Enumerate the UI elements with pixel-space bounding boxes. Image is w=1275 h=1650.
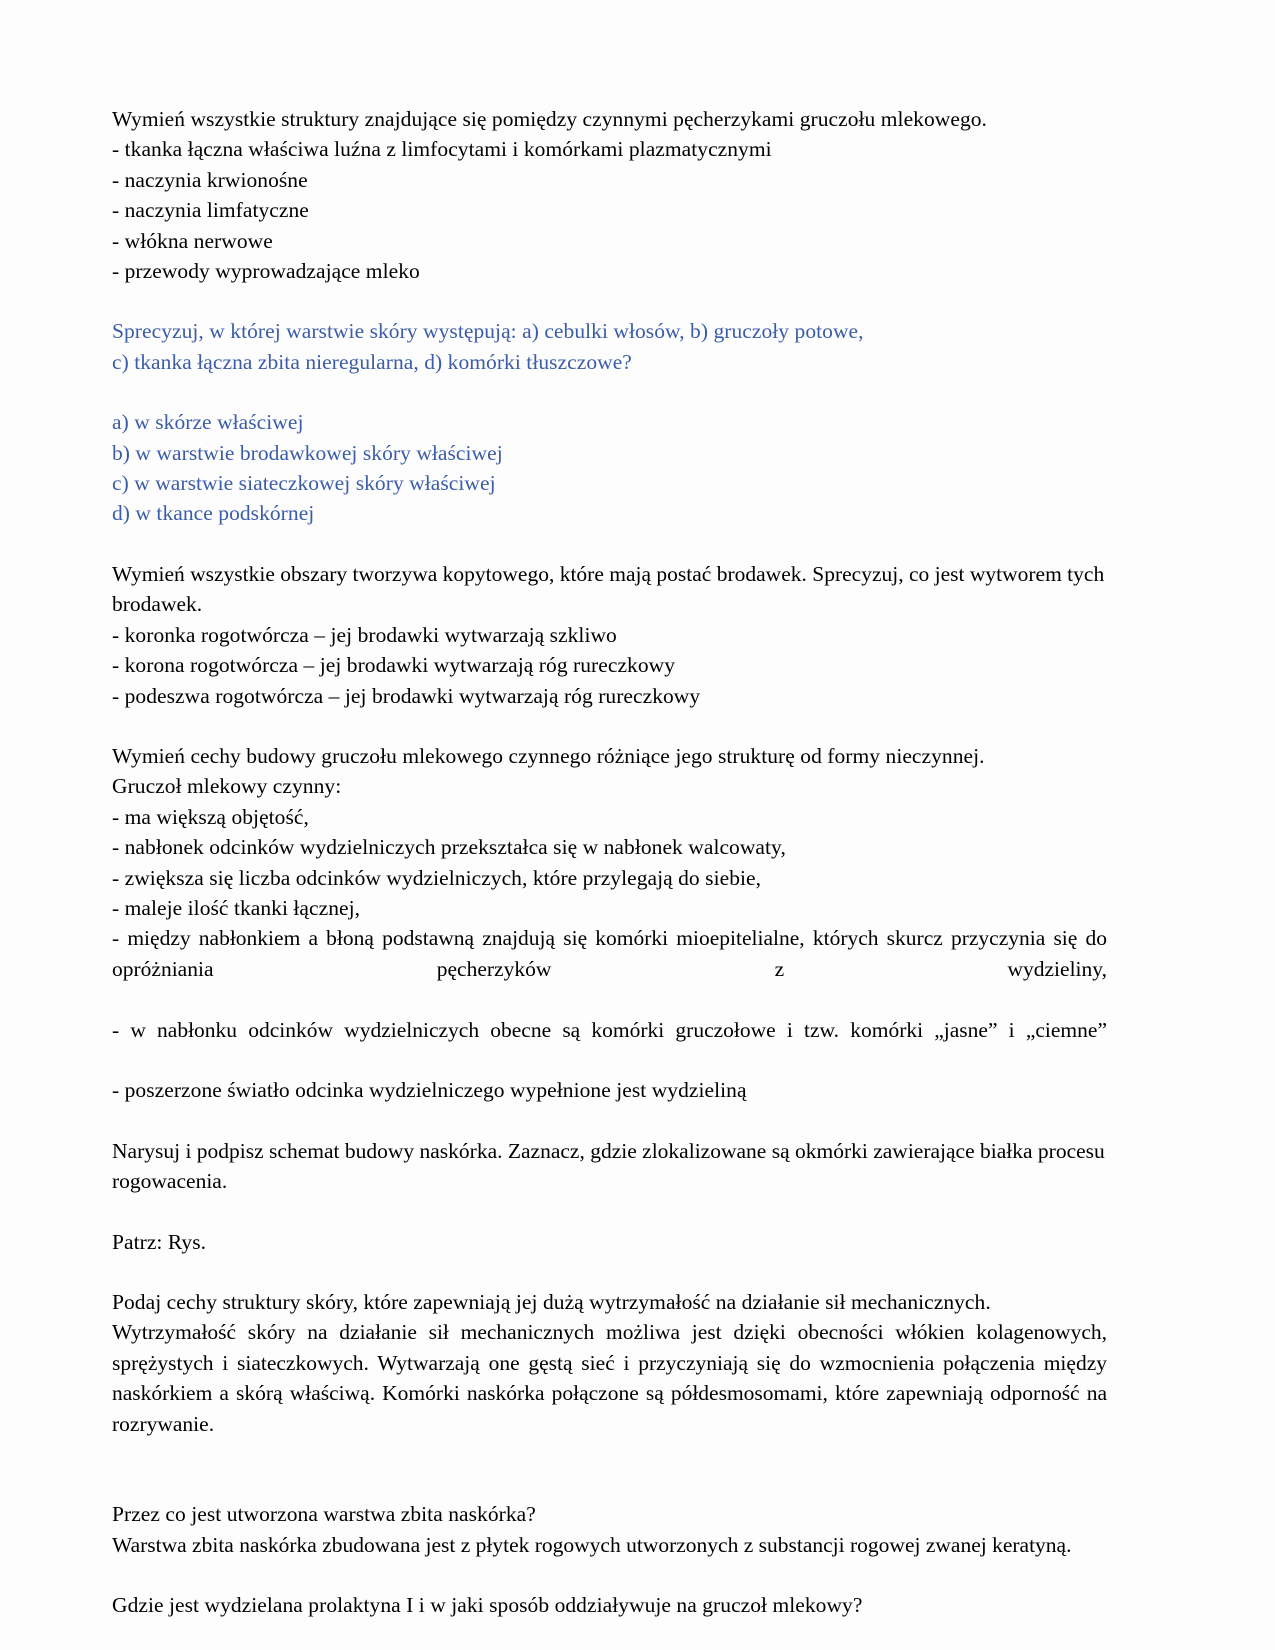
question-line: Wymień cechy budowy gruczołu mlekowego czynnego różniące jego strukturę od formy nieczynnej.	[112, 743, 985, 768]
answer-item-d: d) w tkance podskórnej	[112, 501, 315, 526]
question-line: Podaj cechy struktury skóry, które zapewniają jej dużą wytrzymałość na działanie sił mechanicznych.	[112, 1290, 991, 1314]
qa-block-see-figure	[112, 1227, 1107, 1257]
answer-item: - maleje ilość tkanki łącznej,	[112, 895, 361, 920]
answer-item: - ma większą objętość,	[112, 804, 309, 829]
answer-item-a: a) w skórze właściwej	[112, 410, 304, 435]
answer-paragraph: Warstwa zbita naskórka zbudowana jest z płytek rogowych utworzonych z substancji rogowej zwanej keratyną.	[112, 1532, 1072, 1557]
qa-block-skin-strength	[112, 1287, 1107, 1469]
paragraph-spacer	[112, 1257, 1107, 1287]
answer-item-justified: - w nabłonku odcinków wydzielniczych obecne są komórki gruczołowe i tzw. komórki „jasne” i „ciemne”	[112, 1017, 1107, 1042]
paragraph-spacer	[112, 286, 1107, 316]
answer-item-justified: - między nabłonkiem a błoną podstawną znajdują się komórki mioepitelialne, których skurcz przyczynia się do opróżniania pęcherzyków z wydzieliny,	[112, 926, 1107, 981]
answer-paragraph-justified: Wytrzymałość skóry na działanie sił mechanicznych możliwa jest dzięki obecności włókien kolagenowych, sprężystych i siateczkowych. Wytwarzają one gęstą sieć i przyczyniają się do wzmocnienia połączenia między naskórkiem a skórą właściwą. Komórki naskórka połączone są półdesmosomami, które zapewniają odporność na rozrywanie.	[112, 1320, 1107, 1436]
qa-block-hoof-papillae	[112, 559, 1107, 711]
answer-item-c: c) w warstwie siateczkowej skóry właściwej	[112, 471, 496, 496]
paragraph-spacer	[112, 529, 1107, 559]
answer-heading: Gruczoł mlekowy czynny:	[112, 774, 342, 799]
qa-block-skin-layers-answers	[112, 407, 1107, 529]
question-paragraph: Wymień wszystkie obszary tworzywa kopytowego, które mają postać brodawek. Sprecyzuj, co jest wytworem tych brodawek.	[112, 561, 1105, 617]
paragraph-spacer	[112, 1197, 1107, 1227]
paragraph-spacer	[112, 1469, 1107, 1499]
paragraph-spacer	[112, 1560, 1107, 1590]
answer-item: - poszerzone światło odcinka wydzielniczego wypełnione jest wydzieliną	[112, 1078, 747, 1103]
document-text-column	[112, 104, 1107, 1621]
answer-item: - przewody wyprowadzające mleko	[112, 259, 420, 284]
qa-block-prolactin	[112, 1590, 1107, 1620]
answer-item: - zwiększa się liczba odcinków wydzielniczych, które przylegają do siebie,	[112, 865, 762, 890]
paragraph-spacer	[112, 1106, 1107, 1136]
answer-item: - koronka rogotwórcza – jej brodawki wytwarzają szkliwo	[112, 622, 617, 647]
qa-block-mammary-structures	[112, 104, 1107, 286]
answer-item: - tkanka łączna właściwa luźna z limfocytami i komórkami plazmatycznymi	[112, 137, 772, 162]
answer-item: - podeszwa rogotwórcza – jej brodawki wytwarzają róg rureczkowy	[112, 683, 701, 708]
question-paragraph: Narysuj i podpisz schemat budowy naskórka. Zaznacz, gdzie zlokalizowane są okmórki zawierające białka procesu rogowacenia.	[112, 1138, 1105, 1194]
answer-item: - włókna nerwowe	[112, 228, 273, 253]
paragraph-spacer	[112, 377, 1107, 407]
answer-item-b: b) w warstwie brodawkowej skóry właściwej	[112, 440, 503, 465]
answer-item: - korona rogotwórcza – jej brodawki wytwarzają róg rureczkowy	[112, 653, 676, 678]
answer-item: - nabłonek odcinków wydzielniczych przekształca się w nabłonek walcowaty,	[112, 835, 786, 860]
question-line: Sprecyzuj, w której warstwie skóry występują: a) cebulki włosów, b) gruczoły potowe,	[112, 319, 864, 344]
qa-block-active-mammary-gland	[112, 741, 1107, 1106]
question-line: c) tkanka łączna zbita nieregularna, d) komórki tłuszczowe?	[112, 349, 632, 374]
answer-line: Patrz: Rys.	[112, 1229, 207, 1254]
question-line: Gdzie jest wydzielana prolaktyna I i w jaki sposób oddziaływuje na gruczoł mlekowy?	[112, 1593, 863, 1618]
answer-item: - naczynia limfatyczne	[112, 198, 309, 223]
paragraph-spacer	[112, 711, 1107, 741]
answer-item: - naczynia krwionośne	[112, 167, 308, 192]
qa-block-skin-layers-question	[112, 316, 1107, 377]
qa-block-stratum-compactum	[112, 1499, 1107, 1560]
question-line: Wymień wszystkie struktury znajdujące się pomiędzy czynnymi pęcherzykami gruczołu mlekowego.	[112, 107, 987, 131]
qa-block-epidermis-diagram	[112, 1136, 1107, 1197]
question-line: Przez co jest utworzona warstwa zbita naskórka?	[112, 1502, 536, 1527]
